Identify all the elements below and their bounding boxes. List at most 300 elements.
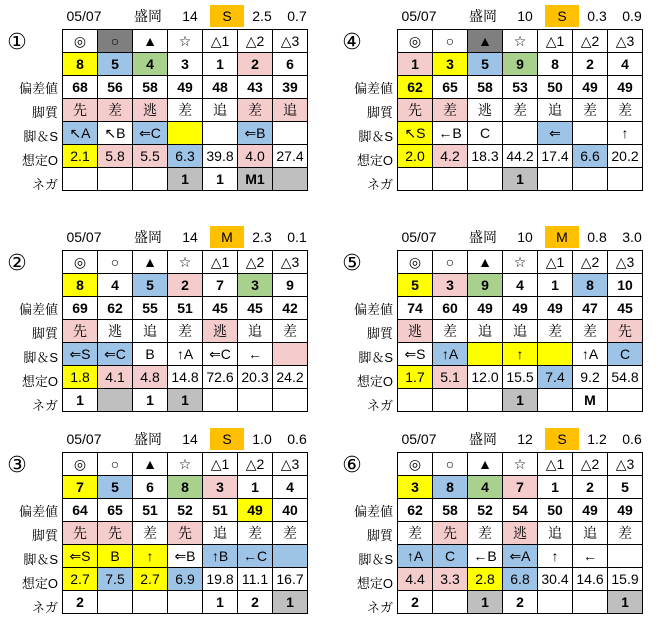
race-header — [0, 5, 330, 27]
runner-count: 14 — [182, 229, 198, 245]
grid-cell-nums: 4 — [608, 53, 643, 76]
row-label: 偏差値 — [18, 504, 58, 519]
grid-cell-dev: 49 — [608, 499, 643, 522]
row-label: 偏差値 — [353, 504, 393, 519]
grid-cell-ashi: ↑A — [433, 343, 468, 366]
grid-cell-odds: 4.0 — [238, 145, 273, 168]
grid-row-nums — [63, 476, 308, 499]
grid-cell-style: 差 — [273, 320, 308, 343]
grid-cell-dev: 49 — [168, 76, 203, 99]
race-header — [0, 428, 330, 450]
row-label: 想定O — [21, 374, 58, 389]
grid-cell-marks: △1 — [538, 453, 573, 476]
grid-cell-marks: △3 — [608, 251, 643, 274]
grid-cell-style: 追 — [273, 99, 308, 122]
grid-cell-odds: 5.5 — [133, 145, 168, 168]
grid-cell-ashi: ↑ — [503, 343, 538, 366]
grid-cell-style: 差 — [98, 99, 133, 122]
grid-cell-nums: 5 — [133, 274, 168, 297]
grid-cell-nega — [573, 591, 608, 614]
row-label: ネガ — [366, 600, 393, 615]
grid-cell-style: 逃 — [203, 320, 238, 343]
grid-cell-marks: ○ — [98, 453, 133, 476]
grid-cell-dev: 51 — [168, 297, 203, 320]
grid-cell-ashi — [168, 122, 203, 145]
race-date: 05/07 — [66, 229, 102, 245]
grid-cell-style: 差 — [168, 320, 203, 343]
row-label: ネガ — [31, 398, 58, 413]
grid-cell-odds: 1.8 — [63, 366, 98, 389]
grid-cell-nega — [468, 168, 503, 191]
grid-row-ashi — [63, 545, 308, 568]
grid-cell-nums: 6 — [273, 53, 308, 76]
race-index-2: 0.6 — [622, 431, 642, 447]
grid-cell-style: 追 — [468, 320, 503, 343]
grid-cell-style: 差 — [503, 99, 538, 122]
grid-cell-odds: 2.0 — [398, 145, 433, 168]
grid-cell-dev: 54 — [503, 499, 538, 522]
grid-cell-dev: 58 — [433, 499, 468, 522]
grid-cell-style: 逃 — [468, 99, 503, 122]
race-date: 05/07 — [401, 8, 437, 24]
runner-count: 10 — [517, 229, 533, 245]
grid-cell-ashi — [273, 122, 308, 145]
grid-cell-odds: 44.2 — [503, 145, 538, 168]
grid-cell-dev: 52 — [168, 499, 203, 522]
grid-cell-marks: △2 — [573, 453, 608, 476]
grid-cell-dev: 74 — [398, 297, 433, 320]
grid-cell-nums: 1 — [238, 476, 273, 499]
grid-cell-nega — [203, 389, 238, 412]
grid-cell-style: 追 — [238, 320, 273, 343]
grid-cell-ashi: C — [468, 122, 503, 145]
grid-cell-marks: △1 — [538, 30, 573, 53]
grid-cell-dev: 42 — [273, 297, 308, 320]
grid-cell-nega: 1 — [168, 389, 203, 412]
race-panel — [335, 5, 665, 205]
grid-cell-dev: 58 — [133, 76, 168, 99]
race-panel — [0, 5, 330, 205]
grid-cell-style: 追 — [133, 320, 168, 343]
row-label: ネガ — [366, 177, 393, 192]
grid-cell-marks: △2 — [573, 30, 608, 53]
race-class-badge: M — [545, 226, 579, 248]
grid-row-ashi — [398, 545, 643, 568]
grid-cell-dev: 68 — [63, 76, 98, 99]
grid-cell-dev: 62 — [398, 76, 433, 99]
grid-cell-odds: 9.2 — [573, 366, 608, 389]
grid-cell-nums: 5 — [468, 53, 503, 76]
grid-cell-dev: 50 — [538, 499, 573, 522]
row-label: 偏差値 — [18, 81, 58, 96]
grid-cell-odds: 4.2 — [433, 145, 468, 168]
grid-row-marks — [63, 30, 308, 53]
grid-cell-odds: 19.8 — [203, 568, 238, 591]
grid-cell-marks: ◎ — [398, 453, 433, 476]
grid-cell-ashi: ⇐A — [503, 545, 538, 568]
race-date: 05/07 — [401, 431, 437, 447]
grid-cell-dev: 51 — [203, 499, 238, 522]
grid-row-marks — [63, 453, 308, 476]
grid-cell-nega: 1 — [468, 591, 503, 614]
grid-row-ashi — [63, 122, 308, 145]
grid-cell-nums: 8 — [63, 53, 98, 76]
grid-row-nega — [398, 168, 643, 191]
race-number: ⑥ — [342, 452, 362, 477]
grid-row-style — [398, 99, 643, 122]
row-label: 脚質 — [31, 528, 58, 543]
grid-cell-odds: 6.6 — [573, 145, 608, 168]
grid-cell-marks: ○ — [433, 251, 468, 274]
grid-row-odds — [398, 366, 643, 389]
grid-cell-dev: 45 — [608, 297, 643, 320]
grid-row-nums — [398, 476, 643, 499]
grid-cell-marks: ☆ — [503, 251, 538, 274]
grid-cell-nums: 8 — [168, 476, 203, 499]
race-grid — [62, 452, 308, 614]
grid-cell-marks: △3 — [608, 30, 643, 53]
grid-cell-nums: 4 — [273, 476, 308, 499]
grid-cell-style: 差 — [238, 522, 273, 545]
grid-cell-odds: 2.1 — [63, 145, 98, 168]
grid-cell-nums: 5 — [608, 476, 643, 499]
grid-cell-marks: ◎ — [398, 30, 433, 53]
grid-cell-style: 先 — [63, 320, 98, 343]
grid-cell-ashi: ⇐S — [63, 545, 98, 568]
grid-cell-ashi: ↖S — [398, 122, 433, 145]
grid-cell-nums: 3 — [398, 476, 433, 499]
grid-cell-nums: 3 — [238, 274, 273, 297]
row-label: 想定O — [21, 153, 58, 168]
grid-cell-style: 追 — [203, 522, 238, 545]
race-grid — [62, 29, 308, 191]
row-label: 脚質 — [366, 326, 393, 341]
grid-cell-dev: 49 — [573, 76, 608, 99]
grid-cell-dev: 51 — [133, 499, 168, 522]
race-grid — [62, 250, 308, 412]
grid-cell-nums: 8 — [433, 476, 468, 499]
grid-cell-dev: 40 — [273, 499, 308, 522]
grid-cell-marks: ▲ — [468, 251, 503, 274]
race-header — [335, 428, 665, 450]
grid-cell-style: 差 — [238, 99, 273, 122]
grid-row-nums — [63, 53, 308, 76]
grid-cell-nega — [573, 168, 608, 191]
grid-cell-nums: 2 — [168, 274, 203, 297]
race-number: ④ — [342, 29, 362, 54]
grid-cell-marks: △1 — [203, 30, 238, 53]
race-header — [0, 226, 330, 248]
grid-cell-dev: 45 — [203, 297, 238, 320]
grid-cell-style: 追 — [538, 99, 573, 122]
grid-cell-nega — [98, 591, 133, 614]
grid-cell-ashi — [538, 343, 573, 366]
grid-cell-odds: 20.3 — [238, 366, 273, 389]
race-header — [335, 5, 665, 27]
grid-cell-marks: ☆ — [503, 453, 538, 476]
grid-cell-nega — [398, 389, 433, 412]
grid-cell-ashi: ↑ — [608, 122, 643, 145]
grid-row-nega — [63, 591, 308, 614]
grid-cell-nums: 4 — [133, 53, 168, 76]
grid-cell-ashi — [273, 545, 308, 568]
grid-cell-dev: 50 — [538, 76, 573, 99]
grid-cell-style: 逃 — [133, 99, 168, 122]
grid-cell-nega — [468, 389, 503, 412]
grid-cell-ashi: C — [433, 545, 468, 568]
grid-cell-nega: 1 — [133, 389, 168, 412]
grid-cell-nums: 1 — [398, 53, 433, 76]
grid-row-odds — [398, 145, 643, 168]
grid-cell-marks: ◎ — [398, 251, 433, 274]
grid-cell-style: 先 — [98, 522, 133, 545]
venue-name: 盛岡 — [134, 8, 162, 24]
grid-cell-odds: 6.3 — [168, 145, 203, 168]
grid-cell-nega: 1 — [203, 168, 238, 191]
row-label: 脚質 — [366, 105, 393, 120]
grid-cell-ashi: ↑ — [538, 545, 573, 568]
grid-cell-odds: 27.4 — [273, 145, 308, 168]
grid-cell-marks: △3 — [273, 453, 308, 476]
grid-cell-marks: △3 — [273, 251, 308, 274]
grid-cell-nega: 1 — [168, 168, 203, 191]
race-index-2: 0.7 — [287, 8, 307, 24]
race-number: ② — [7, 250, 27, 275]
grid-cell-style: 差 — [133, 522, 168, 545]
grid-row-dev — [63, 297, 308, 320]
grid-cell-nums: 1 — [538, 476, 573, 499]
grid-cell-style: 差 — [168, 99, 203, 122]
grid-cell-dev: 45 — [238, 297, 273, 320]
race-date: 05/07 — [66, 8, 102, 24]
grid-cell-dev: 49 — [238, 499, 273, 522]
grid-row-style — [63, 99, 308, 122]
runner-count: 10 — [517, 8, 533, 24]
grid-row-dev — [63, 76, 308, 99]
grid-cell-marks: △1 — [538, 251, 573, 274]
grid-cell-ashi — [203, 122, 238, 145]
grid-cell-dev: 49 — [608, 76, 643, 99]
grid-cell-ashi: ←C — [238, 545, 273, 568]
grid-cell-ashi — [273, 343, 308, 366]
grid-cell-nega — [133, 591, 168, 614]
grid-cell-nums: 2 — [238, 53, 273, 76]
grid-cell-dev: 65 — [98, 499, 133, 522]
grid-cell-style: 差 — [433, 320, 468, 343]
race-index-1: 0.8 — [587, 229, 607, 245]
grid-cell-nega: 1 — [203, 591, 238, 614]
grid-cell-ashi — [608, 545, 643, 568]
grid-cell-marks: △1 — [203, 453, 238, 476]
grid-cell-nums: 3 — [433, 53, 468, 76]
grid-cell-ashi: ⇐B — [168, 545, 203, 568]
grid-row-odds — [63, 568, 308, 591]
row-label: 想定O — [21, 576, 58, 591]
grid-cell-odds: 6.9 — [168, 568, 203, 591]
grid-cell-nums: 1 — [538, 274, 573, 297]
grid-cell-nums: 5 — [98, 53, 133, 76]
grid-cell-ashi: ← — [238, 343, 273, 366]
grid-cell-marks: △3 — [608, 453, 643, 476]
row-label: 偏差値 — [353, 302, 393, 317]
grid-cell-odds: 2.7 — [63, 568, 98, 591]
grid-cell-nums: 6 — [133, 476, 168, 499]
grid-cell-odds: 11.1 — [238, 568, 273, 591]
grid-cell-odds: 16.7 — [273, 568, 308, 591]
race-class-badge: S — [210, 5, 244, 27]
grid-cell-marks: △2 — [238, 30, 273, 53]
grid-row-dev — [398, 499, 643, 522]
grid-cell-marks: ○ — [98, 251, 133, 274]
grid-cell-odds: 6.8 — [503, 568, 538, 591]
grid-cell-ashi: B — [133, 343, 168, 366]
race-index-2: 0.6 — [287, 431, 307, 447]
race-index-2: 3.0 — [622, 229, 642, 245]
grid-cell-ashi: C — [608, 343, 643, 366]
grid-cell-nums: 2 — [573, 476, 608, 499]
grid-cell-ashi: ← — [573, 545, 608, 568]
row-label: 脚質 — [31, 105, 58, 120]
grid-cell-marks: △1 — [203, 251, 238, 274]
grid-cell-marks: △2 — [573, 251, 608, 274]
grid-cell-nega: 2 — [63, 591, 98, 614]
grid-cell-nega — [98, 168, 133, 191]
grid-row-odds — [398, 568, 643, 591]
grid-cell-style: 逃 — [98, 320, 133, 343]
grid-cell-nega — [273, 168, 308, 191]
grid-cell-odds: 72.6 — [203, 366, 238, 389]
grid-cell-nega — [238, 389, 273, 412]
grid-row-ashi — [63, 343, 308, 366]
grid-cell-style: 差 — [433, 99, 468, 122]
grid-cell-nums: 9 — [503, 53, 538, 76]
race-panel — [0, 428, 330, 628]
grid-cell-odds: 18.3 — [468, 145, 503, 168]
grid-cell-style: 先 — [398, 99, 433, 122]
grid-cell-style: 差 — [538, 320, 573, 343]
grid-cell-nega — [63, 168, 98, 191]
grid-cell-nums: 8 — [63, 274, 98, 297]
grid-cell-nums: 4 — [98, 274, 133, 297]
grid-cell-marks: ▲ — [133, 453, 168, 476]
grid-cell-marks: ▲ — [468, 453, 503, 476]
row-label: 想定O — [356, 374, 393, 389]
grid-cell-odds: 54.8 — [608, 366, 643, 389]
grid-cell-odds: 3.3 — [433, 568, 468, 591]
grid-cell-marks: ☆ — [168, 251, 203, 274]
grid-cell-ashi: ↑A — [398, 545, 433, 568]
grid-cell-ashi — [503, 122, 538, 145]
race-date: 05/07 — [66, 431, 102, 447]
grid-cell-ashi: ←B — [433, 122, 468, 145]
grid-cell-odds: 5.1 — [433, 366, 468, 389]
grid-cell-style: 先 — [63, 99, 98, 122]
grid-cell-odds: 5.8 — [98, 145, 133, 168]
grid-cell-nega — [433, 591, 468, 614]
runner-count: 12 — [517, 431, 533, 447]
row-label: 脚＆S — [23, 350, 58, 365]
race-number: ⑤ — [342, 250, 362, 275]
grid-cell-nums: 9 — [468, 274, 503, 297]
grid-cell-nums: 7 — [503, 476, 538, 499]
grid-cell-dev: 53 — [503, 76, 538, 99]
grid-cell-ashi: ↖A — [63, 122, 98, 145]
grid-row-nega — [63, 168, 308, 191]
grid-cell-marks: ▲ — [133, 30, 168, 53]
grid-cell-dev: 58 — [468, 76, 503, 99]
grid-cell-nums: 7 — [203, 274, 238, 297]
grid-cell-dev: 43 — [238, 76, 273, 99]
race-class-badge: S — [545, 428, 579, 450]
grid-cell-marks: ◎ — [63, 30, 98, 53]
grid-cell-style: 差 — [608, 99, 643, 122]
grid-cell-nega: 2 — [503, 591, 538, 614]
grid-row-nega — [398, 389, 643, 412]
grid-cell-marks: ▲ — [133, 251, 168, 274]
row-label: 脚＆S — [358, 552, 393, 567]
grid-cell-nega: 1 — [608, 591, 643, 614]
grid-cell-odds: 4.4 — [398, 568, 433, 591]
grid-cell-nums: 5 — [398, 274, 433, 297]
grid-cell-dev: 62 — [398, 499, 433, 522]
row-label: 脚＆S — [23, 552, 58, 567]
venue-name: 盛岡 — [469, 8, 497, 24]
grid-row-nega — [63, 389, 308, 412]
grid-cell-style: 追 — [573, 522, 608, 545]
grid-cell-style: 差 — [398, 522, 433, 545]
grid-cell-marks: △2 — [238, 251, 273, 274]
race-index-2: 0.9 — [622, 8, 642, 24]
grid-cell-odds: 39.8 — [203, 145, 238, 168]
grid-cell-nega — [168, 591, 203, 614]
grid-cell-ashi — [573, 122, 608, 145]
grid-cell-odds: 24.2 — [273, 366, 308, 389]
grid-cell-style: 追 — [503, 320, 538, 343]
race-header — [335, 226, 665, 248]
grid-cell-style: 逃 — [503, 522, 538, 545]
race-panel — [0, 226, 330, 426]
grid-cell-ashi: ↑ — [133, 545, 168, 568]
grid-cell-odds: 12.0 — [468, 366, 503, 389]
race-index-1: 1.0 — [252, 431, 272, 447]
grid-cell-ashi: ↑B — [203, 545, 238, 568]
grid-row-ashi — [398, 343, 643, 366]
grid-cell-nums: 2 — [573, 53, 608, 76]
race-panel — [335, 226, 665, 426]
row-label: 脚質 — [366, 528, 393, 543]
grid-cell-style: 逃 — [398, 320, 433, 343]
grid-row-style — [398, 320, 643, 343]
grid-cell-dev: 48 — [203, 76, 238, 99]
grid-cell-nega — [98, 389, 133, 412]
grid-cell-odds: 2.8 — [468, 568, 503, 591]
race-number: ① — [7, 29, 27, 54]
grid-cell-marks: ☆ — [168, 453, 203, 476]
grid-cell-dev: 39 — [273, 76, 308, 99]
race-grid — [397, 452, 643, 614]
grid-cell-odds: 14.6 — [573, 568, 608, 591]
grid-row-ashi — [398, 122, 643, 145]
grid-cell-ashi: ↖B — [98, 122, 133, 145]
grid-row-dev — [63, 499, 308, 522]
grid-cell-nega: M1 — [238, 168, 273, 191]
venue-name: 盛岡 — [469, 229, 497, 245]
grid-cell-nums: 3 — [168, 53, 203, 76]
grid-cell-nega: 2 — [238, 591, 273, 614]
grid-cell-style: 先 — [433, 522, 468, 545]
grid-cell-nega: 1 — [273, 591, 308, 614]
grid-cell-marks: ◎ — [63, 453, 98, 476]
